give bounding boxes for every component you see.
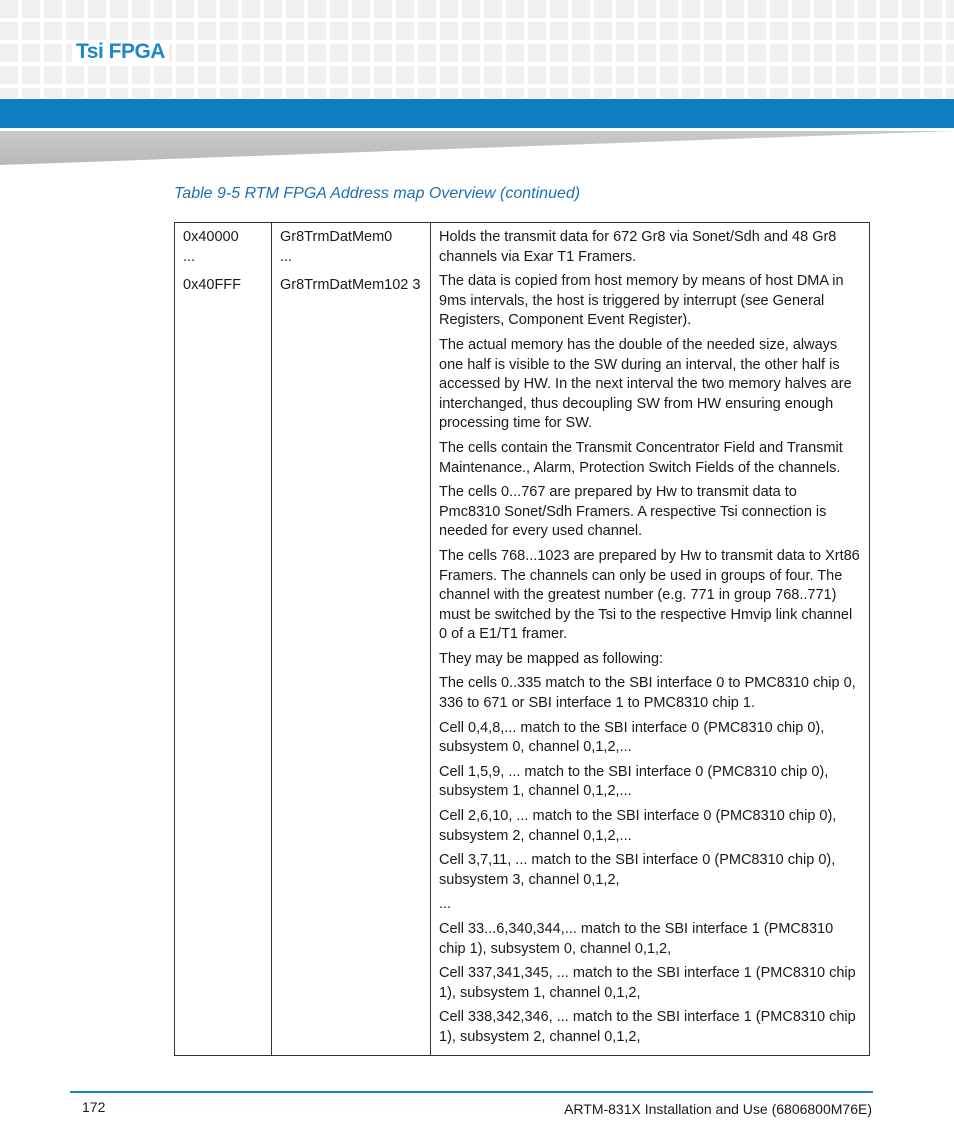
description-paragraph: The cells 768...1023 are prepared by Hw to transmit data to Xrt86 Framers. The channels can only be used in groups of four. The channel with the greatest number (e.g. 771 in group 768..771) must be switched by the Tsi to the respective Hmvip link channel 0 of a E1/T1 framer. <box>439 547 860 643</box>
address-ellipsis: ... <box>183 248 196 265</box>
table-row <box>175 223 870 1056</box>
description-paragraph: Holds the transmit data for 672 Gr8 via Sonet/Sdh and 48 Gr8 channels via Exar T1 Framers. <box>439 229 837 265</box>
description-cell <box>431 223 870 1056</box>
document-title: ARTM-831X Installation and Use (6806800M76E) <box>564 1101 872 1117</box>
description-paragraph: They may be mapped as following: <box>439 650 664 667</box>
description-paragraph: Cell 3,7,11, ... match to the SBI interface 0 (PMC8310 chip 0), subsystem 3, channel 0,1,2, <box>439 852 836 888</box>
address-start: 0x40000 <box>183 229 239 245</box>
address-cell <box>175 223 272 1056</box>
description-paragraph: Cell 33...6,340,344,... match to the SBI interface 1 (PMC8310 chip 1), subsystem 0, channel 0,1,2, <box>439 921 834 957</box>
section-title: Tsi FPGA <box>72 40 169 64</box>
register-name-end: Gr8TrmDatMem102 3 <box>280 277 421 294</box>
header-blue-band <box>0 99 954 128</box>
register-name-ellipsis: ... <box>280 248 293 265</box>
description-paragraph: Cell 0,4,8,... match to the SBI interface 0 (PMC8310 chip 0), subsystem 0, channel 0,1,2,... <box>439 719 825 756</box>
footer-rule <box>70 1091 873 1093</box>
description-paragraph: Cell 2,6,10, ... match to the SBI interface 0 (PMC8310 chip 0), subsystem 2, channel 0,1,2,... <box>439 808 837 844</box>
page-number: 172 <box>82 1099 106 1115</box>
description-paragraph: Cell 338,342,346, ... match to the SBI interface 1 (PMC8310 chip 1), subsystem 2, channel 0,1,2, <box>439 1009 856 1045</box>
description-paragraph: The cells 0...767 are prepared by Hw to transmit data to Pmc8310 Sonet/Sdh Framers. A respective Tsi connection is needed for every used channel. <box>439 484 827 540</box>
description-paragraph: The data is copied from host memory by means of host DMA in 9ms intervals, the host is triggered by interrupt (see General Registers, Component Event Register). <box>439 273 844 329</box>
description-paragraph: ... <box>439 896 452 913</box>
register-name-start: Gr8TrmDatMem0 <box>280 229 393 245</box>
register-name-cell <box>272 223 431 1056</box>
table-caption: Table 9-5 RTM FPGA Address map Overview (continued) <box>174 185 581 202</box>
address-end: 0x40FFF <box>183 277 242 294</box>
address-map-table <box>174 222 870 1056</box>
description-paragraph: The cells contain the Transmit Concentrator Field and Transmit Maintenance., Alarm, Protection Switch Fields of the channels. <box>439 439 843 476</box>
description-paragraph: Cell 1,5,9, ... match to the SBI interface 0 (PMC8310 chip 0), subsystem 1, channel 0,1,2,... <box>439 763 829 800</box>
header-gray-wedge <box>0 131 954 165</box>
description-paragraph: Cell 337,341,345, ... match to the SBI interface 1 (PMC8310 chip 1), subsystem 1, channel 0,1,2, <box>439 965 856 1001</box>
description-paragraph: The actual memory has the double of the needed size, always one half is visible to the SW during an interval, the other half is accessed by HW. In the next interval the two memory halves are interchanged, thus decoupling SW from HW ensuring enough processing time for SW. <box>439 336 852 432</box>
description-paragraph: The cells 0..335 match to the SBI interface 0 to PMC8310 chip 0, 336 to 671 or SBI interface 1 to PMC8310 chip 1. <box>439 675 856 712</box>
